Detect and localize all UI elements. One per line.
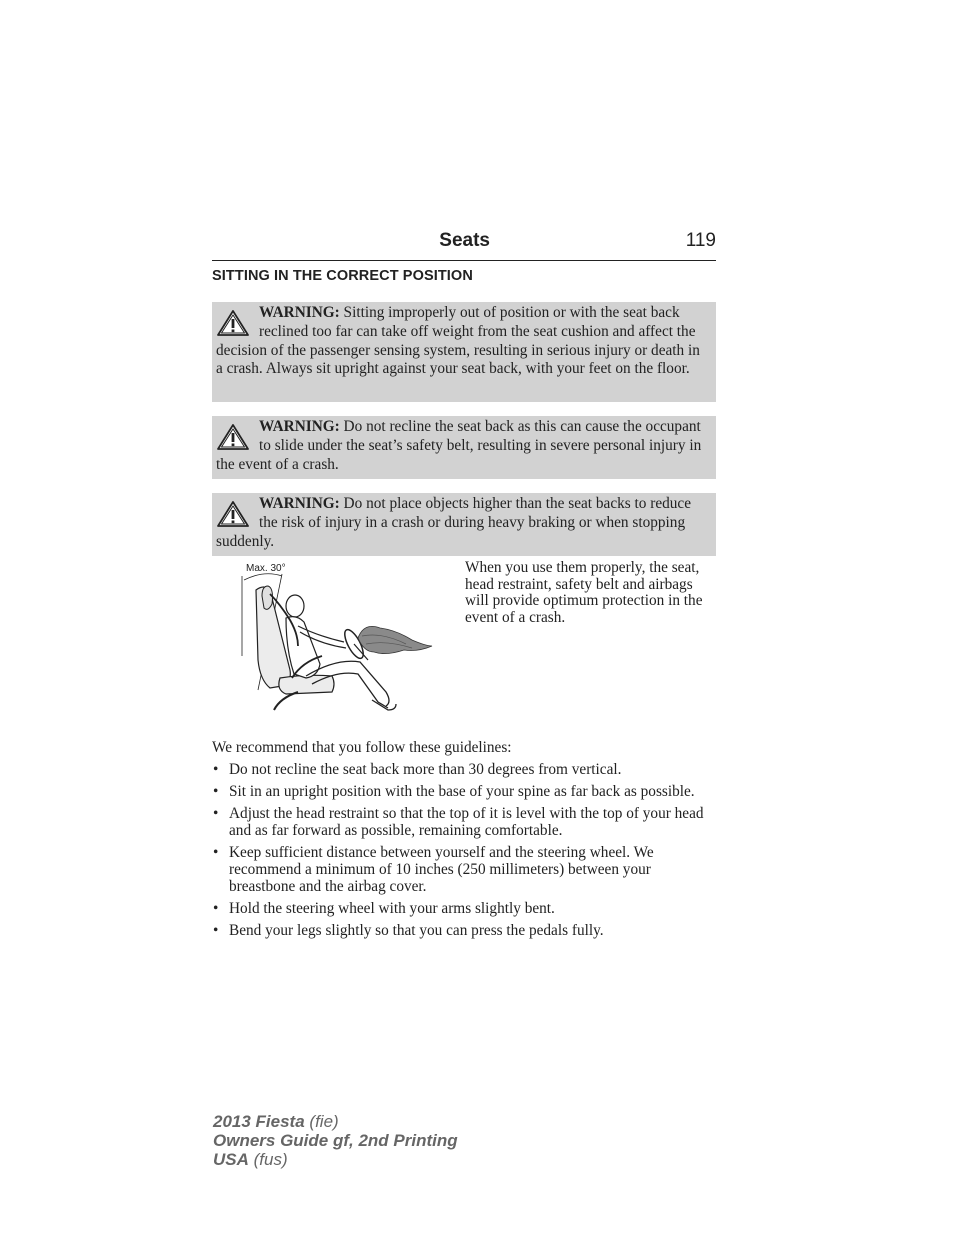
warning-triangle-icon — [216, 500, 250, 528]
footer-guide-edition: Owners Guide gf, 2nd Printing — [213, 1131, 458, 1150]
guidelines-list — [212, 762, 712, 946]
list-item: • Sit in an upright position with the base of your spine as far back as possible. — [212, 784, 712, 801]
warning-text: Sitting improperly out of position or with the seat back reclined too far can take off weight from the seat cushion and affect the decision of the passenger sensing system, resulting in serious injury or death in a crash. Always sit upright against your seat back, with your feet on the floor. — [216, 304, 700, 378]
list-item: • Keep sufficient distance between yourself and the steering wheel. We recommend a minimum of 10 inches (250 millimeters) between your breastbone and the airbag cover. — [212, 845, 712, 895]
guidelines-intro: We recommend that you follow these guidelines: — [212, 739, 512, 756]
seated-driver-illustration — [236, 560, 436, 718]
list-item: • Bend your legs slightly so that you can press the pedals fully. — [212, 923, 712, 940]
footer-line-model — [213, 1112, 458, 1131]
warning-box — [212, 302, 716, 402]
page-number: 119 — [685, 230, 716, 251]
warning-text: Do not place objects higher than the seat backs to reduce the risk of injury in a crash or during heavy braking or when stopping suddenly. — [216, 495, 692, 550]
page-footer — [213, 1112, 458, 1169]
warning-label: WARNING: — [259, 495, 340, 512]
list-item: • Hold the steering wheel with your arms slightly bent. — [212, 901, 712, 918]
footer-line-market — [213, 1150, 458, 1169]
warning-label: WARNING: — [259, 418, 340, 435]
figure-caption: When you use them properly, the seat, head restraint, safety belt and airbags will provide optimum protection in the event of a crash. — [465, 559, 703, 626]
max-angle-label: Max. 30° — [246, 563, 286, 574]
footer-model: 2013 Fiesta — [213, 1112, 305, 1131]
list-item: • Adjust the head restraint so that the top of it is level with the top of your head and as far forward as possible, remaining comfortable. — [212, 806, 712, 840]
seating-position-illustration — [236, 560, 436, 718]
warning-label: WARNING: — [259, 304, 340, 321]
warning-box — [212, 416, 716, 479]
section-heading: SITTING IN THE CORRECT POSITION — [212, 268, 473, 284]
footer-market: USA — [213, 1150, 249, 1169]
page-header — [212, 228, 716, 261]
warning-box — [212, 493, 716, 556]
chapter-title: Seats — [439, 230, 490, 251]
warning-text: Do not recline the seat back as this can cause the occupant to slide under the seat’s safety belt, resulting in severe personal injury in the event of a crash. — [216, 418, 702, 473]
list-item: • Do not recline the seat back more than 30 degrees from vertical. — [212, 762, 712, 779]
footer-market-code: (fus) — [248, 1150, 288, 1169]
warning-triangle-icon — [216, 309, 250, 337]
warning-triangle-icon — [216, 423, 250, 451]
footer-model-code: (fie) — [304, 1112, 339, 1131]
